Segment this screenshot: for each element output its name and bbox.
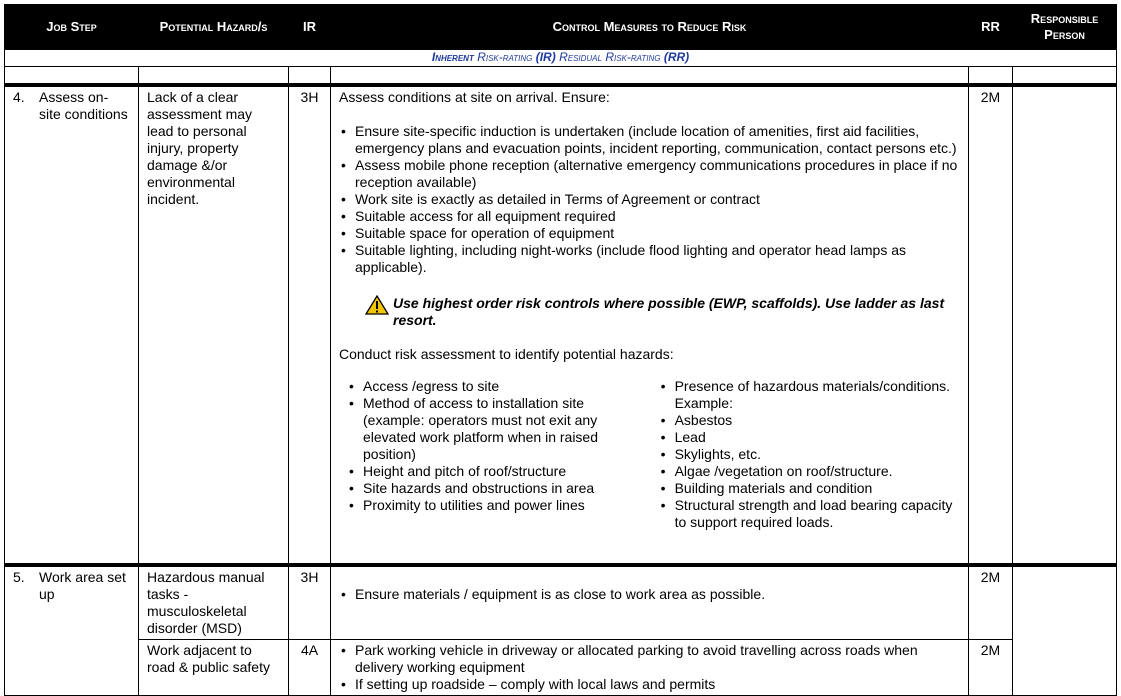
hazard-text: Hazardous manual tasks - musculoskeletal disorder (MSD) bbox=[147, 569, 265, 636]
ir-value: 4A bbox=[300, 642, 319, 658]
legend-inherent: Inherent bbox=[431, 50, 474, 64]
list-item: • Suitable space for operation of equipment bbox=[355, 225, 960, 242]
list-item: • Ensure materials / equipment is as close to work area as possible. bbox=[355, 586, 960, 603]
list-item: • Algae /vegetation on roof/structure. bbox=[675, 463, 960, 480]
hazard-cell bbox=[139, 640, 289, 696]
header-ir: IR bbox=[289, 5, 331, 50]
job-step-cell bbox=[5, 565, 139, 696]
rr-value: 2M bbox=[980, 89, 1001, 105]
ir-value: 3H bbox=[300, 89, 319, 105]
controls-cell bbox=[331, 85, 969, 565]
assessment-intro: Conduct risk assessment to identify potential hazards: bbox=[339, 346, 674, 362]
hazard-list-right bbox=[659, 378, 960, 531]
header-hazards: Potential Hazard/s bbox=[139, 5, 289, 50]
step-title: Work area set up bbox=[39, 569, 126, 602]
hazard-cell bbox=[139, 85, 289, 565]
step-title: Assess on-site conditions bbox=[39, 89, 128, 122]
list-item: • Park working vehicle in driveway or allocated parking to avoid travelling across roads when delivery working equipment bbox=[355, 642, 960, 676]
list-item: • If setting up roadside – comply with local laws and permits bbox=[355, 676, 960, 693]
risk-assessment-table-wrap bbox=[4, 4, 1116, 696]
rr-cell bbox=[969, 640, 1013, 696]
legend-ir-code: (IR) bbox=[535, 50, 556, 64]
list-item: • Suitable access for all equipment required bbox=[355, 208, 960, 225]
warning-callout bbox=[365, 295, 965, 329]
rr-cell bbox=[969, 565, 1013, 640]
hazard-text: Work adjacent to road & public safety bbox=[147, 642, 270, 675]
rr-value: 2M bbox=[980, 642, 1001, 658]
legend-risk-rating-1: Risk-rating bbox=[477, 50, 533, 64]
table-row-step-5b bbox=[5, 640, 1117, 696]
risk-rating-legend bbox=[5, 50, 1117, 67]
risk-assessment-table bbox=[4, 4, 1117, 696]
list-item: • Assess mobile phone reception (alternative emergency communications procedures in place if no reception available) bbox=[355, 157, 960, 191]
list-item: • Structural strength and load bearing capacity to support required loads. bbox=[675, 497, 960, 531]
step-number: 5. bbox=[13, 569, 25, 585]
list-item: • Building materials and condition bbox=[675, 480, 960, 497]
table-row-step-4 bbox=[5, 85, 1117, 565]
hazard-text: Lack of a clear assessment may lead to personal injury, property damage &/or environmental incident. bbox=[147, 89, 253, 207]
list-item: • Proximity to utilities and power lines bbox=[363, 497, 645, 514]
controls-intro: Assess conditions at site on arrival. Ensure: bbox=[339, 89, 610, 105]
legend-residual: Residual bbox=[559, 50, 602, 64]
hazard-cell bbox=[139, 565, 289, 640]
controls-cell bbox=[331, 640, 969, 696]
hazard-list-left bbox=[347, 378, 645, 531]
legend-risk-rating-2: Risk-rating bbox=[605, 50, 661, 64]
controls-list bbox=[339, 123, 960, 276]
hazard-columns bbox=[347, 378, 960, 531]
controls-list bbox=[339, 642, 960, 693]
job-step-cell bbox=[5, 85, 139, 565]
header-controls: Control Measures to Reduce Risk bbox=[331, 5, 969, 50]
step-number: 4. bbox=[13, 89, 25, 105]
legend-row bbox=[5, 50, 1117, 67]
header-responsible: Responsible Person bbox=[1013, 5, 1117, 50]
list-item: • Access /egress to site bbox=[363, 378, 645, 395]
table-row-step-5a bbox=[5, 565, 1117, 640]
header-row bbox=[5, 5, 1117, 50]
list-item: • Height and pitch of roof/structure bbox=[363, 463, 645, 480]
header-job-step: Job Step bbox=[5, 5, 139, 50]
ir-cell bbox=[289, 565, 331, 640]
warning-text: Use highest order risk controls where possible (EWP, scaffolds). Use ladder as last resort. bbox=[393, 295, 945, 328]
list-item: • Work site is exactly as detailed in Terms of Agreement or contract bbox=[355, 191, 960, 208]
list-item: • Lead bbox=[675, 429, 960, 446]
ir-cell bbox=[289, 85, 331, 565]
controls-list bbox=[339, 586, 960, 603]
list-item: • Method of access to installation site (example: operators must not exit any elevated work platform when in raised position) bbox=[363, 395, 645, 463]
header-rr: RR bbox=[969, 5, 1013, 50]
legend-rr-code: (RR) bbox=[663, 50, 690, 64]
list-item: • Site hazards and obstructions in area bbox=[363, 480, 645, 497]
responsible-cell bbox=[1013, 565, 1117, 696]
list-item: • Skylights, etc. bbox=[675, 446, 960, 463]
controls-cell bbox=[331, 565, 969, 640]
rr-value: 2M bbox=[980, 569, 1001, 585]
list-item: • Suitable lighting, including night-works (include flood lighting and operator head lamps as applicable). bbox=[355, 242, 960, 276]
list-item: • Asbestos bbox=[675, 412, 960, 429]
ir-cell bbox=[289, 640, 331, 696]
rr-cell bbox=[969, 85, 1013, 565]
list-item: • Ensure site-specific induction is undertaken (include location of amenities, first aid facilities, emergency plans and evacuation points, incident reporting, communication, contact persons etc.) bbox=[355, 123, 960, 157]
list-item: • Presence of hazardous materials/conditions. Example: bbox=[675, 378, 960, 412]
warning-triangle-icon bbox=[365, 295, 389, 315]
spacer-row bbox=[5, 67, 1117, 86]
responsible-cell bbox=[1013, 85, 1117, 565]
ir-value: 3H bbox=[300, 569, 319, 585]
